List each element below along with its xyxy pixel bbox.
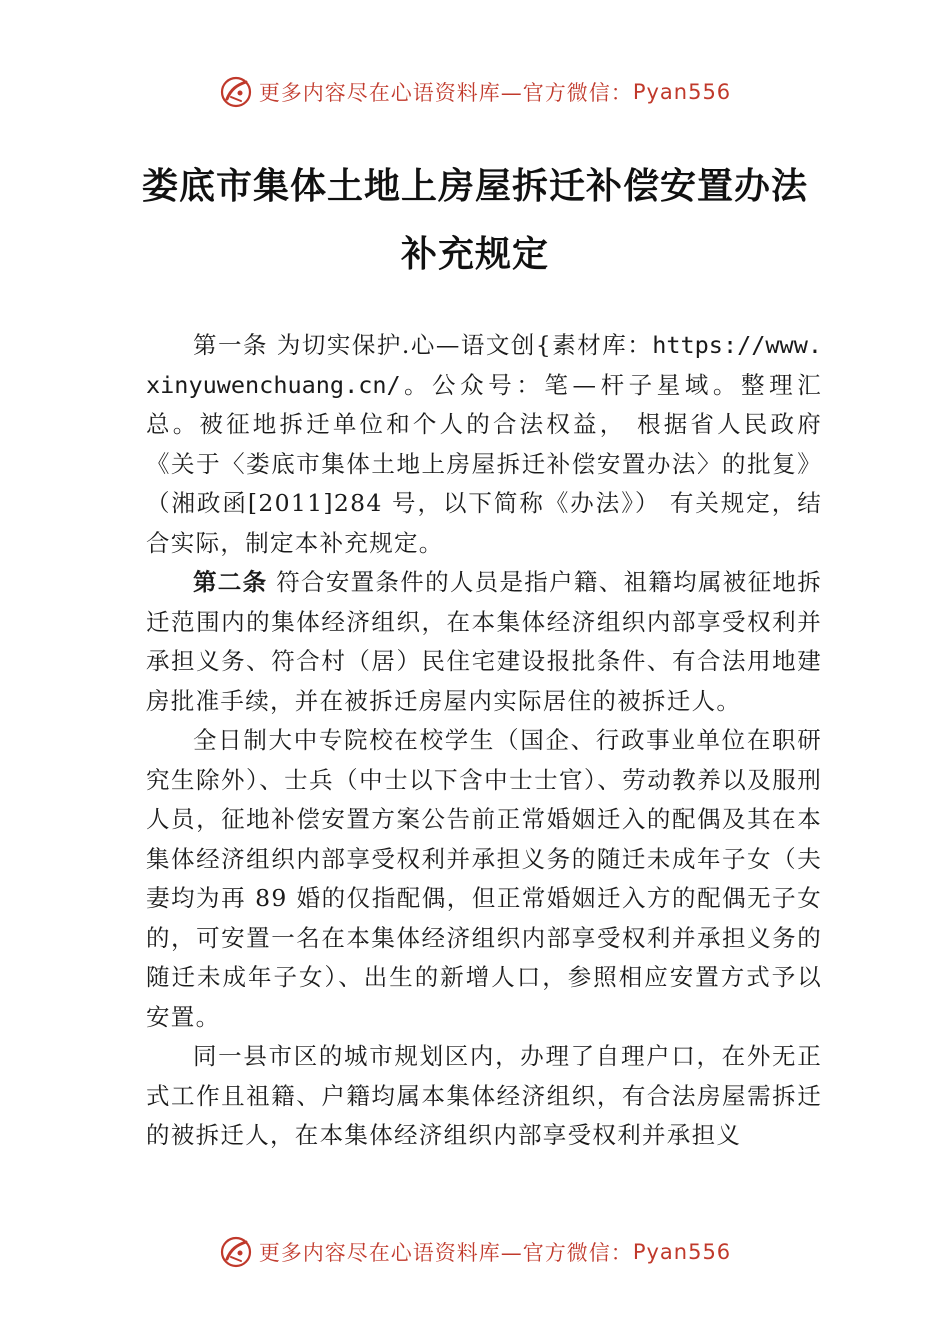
paragraph-2-text: 符合安置条件的人员是指户籍、祖籍均属被征地拆迁范围内的集体经济组织，在本集体经济组织内部享受权利并承担义务、符合村（居）民住宅建设报批条件、有合法用地建房批准手续，并在被拆迁房屋内实际居住的被拆迁人。: [146, 568, 822, 715]
paragraph-1-url: https://www.xinyuwenchuang.cn/: [146, 331, 822, 399]
paragraph-article-2: [146, 563, 822, 721]
footer-banner-text: 更多内容尽在心语资料库—官方微信：: [258, 1241, 633, 1265]
paragraph-1-rest: 。公众号：笔—杆子星域。整理汇总。被征地拆迁单位和个人的合法权益， 根据省人民政府《关于〈娄底市集体土地上房屋拆迁补偿安置办法〉的批复》（湘政函[2011]284 号，以下简称《办法》） 有关规定，结合实际，制定本补充规定。: [146, 370, 822, 557]
header-banner-wechat: Pyan556: [632, 80, 732, 104]
header-banner-text: 更多内容尽在心语资料库—官方微信：: [258, 81, 633, 105]
footer-banner-wechat: Pyan556: [632, 1240, 732, 1264]
paragraph-article-1: [146, 326, 822, 563]
brush-seal-icon: [219, 1235, 253, 1269]
footer-banner: [0, 1232, 950, 1272]
paragraph-1-lead: 第一条 为切实保护.心—语文创{素材库：: [193, 331, 653, 359]
document-body: [146, 326, 822, 1156]
article-2-heading: 第二条: [193, 568, 268, 596]
brush-seal-icon: [219, 75, 253, 109]
header-banner: [0, 72, 950, 112]
paragraph-4: 同一县市区的城市规划区内，办理了自理户口，在外无正式工作且祖籍、户籍均属本集体经济组织，有合法房屋需拆迁的被拆迁人，在本集体经济组织内部享受权利并承担义: [146, 1042, 822, 1149]
document-subtitle: 补充规定: [400, 233, 549, 275]
paragraph-3: 全日制大中专院校在校学生（国企、行政事业单位在职研究生除外）、士兵（中士以下含中士士官）、劳动教养以及服刑人员，征地补偿安置方案公告前正常婚姻迁入的配偶及其在本集体经济组织内部享受权利并承担义务的随迁未成年子女（夫妻均为再 89 婚的仅指配偶，但正常婚姻迁入方的配偶无子女的，可安置一名在本集体经济组织内部享受权利并承担义务的随迁未成年子女）、出生的新增人口，参照相应安置方式予以安置。: [146, 726, 822, 1031]
document-title: 娄底市集体土地上房屋拆迁补偿安置办法: [141, 165, 808, 207]
